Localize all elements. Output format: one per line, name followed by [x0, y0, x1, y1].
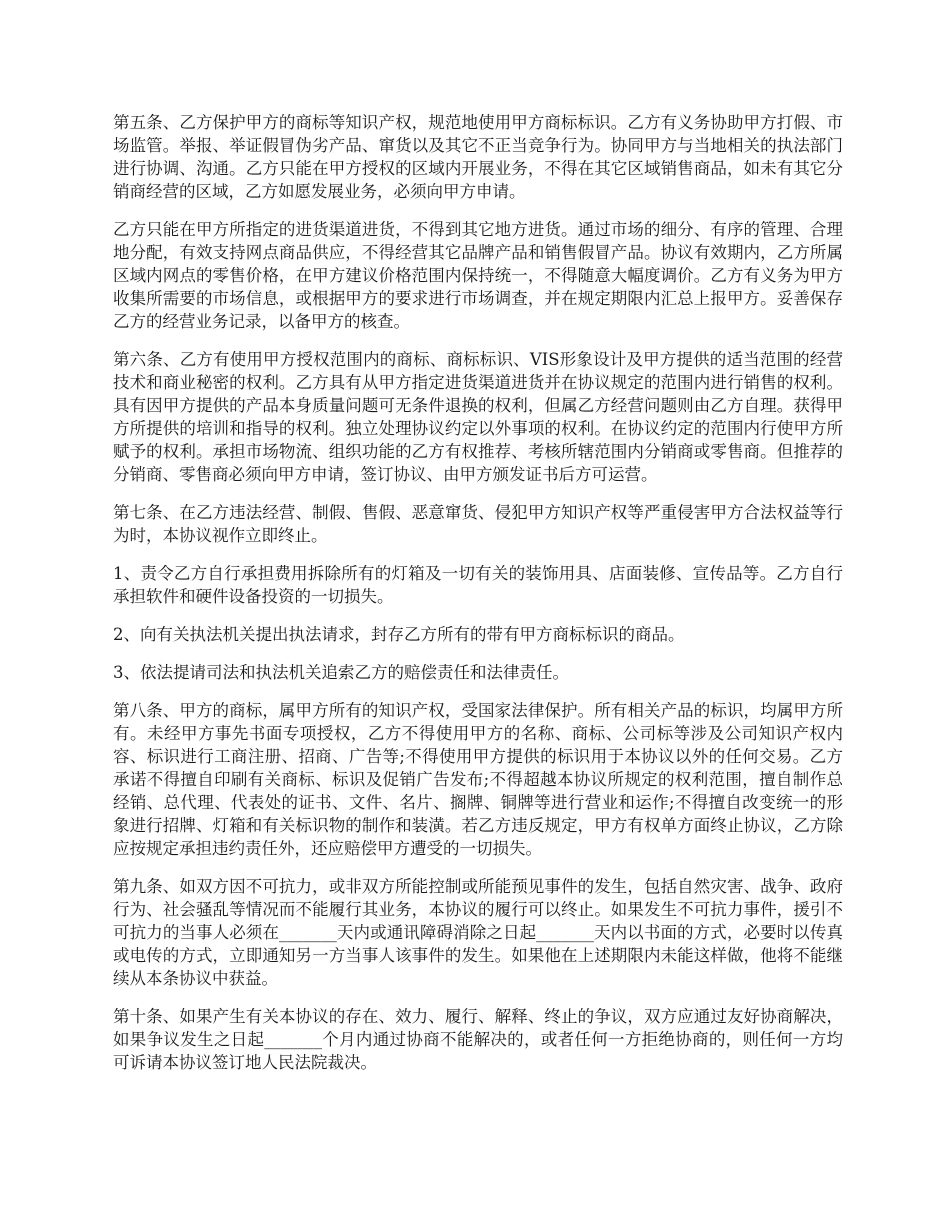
article-7-paragraph: 第七条、在乙方违法经营、制假、售假、恶意窜货、侵犯甲方知识产权等严重侵害甲方合法权益等行为时，本协议视作立即终止。 — [113, 503, 843, 545]
article-7-item-1: 1、责令乙方自行承担费用拆除所有的灯箱及一切有关的装饰用具、店面装修、宣传品等。乙方自行承担软件和硬件设备投资的一切损失。 — [113, 564, 843, 606]
article-5-paragraph: 第五条、乙方保护甲方的商标等知识产权，规范地使用甲方商标标识。乙方有义务协助甲方打假、市场监管。举报、举证假冒伪劣产品、窜货以及其它不正当竞争行为。协同甲方与当地相关的执法部门进行协调、沟通。乙方只能在甲方授权的区域内开展业务，不得在其它区域销售商品，如未有其它分销商经营的区域，乙方如愿发展业务，必须向甲方申请。 — [113, 113, 843, 201]
article-6-paragraph: 第六条、乙方有使用甲方授权范围内的商标、商标标识、VIS形象设计及甲方提供的适当范围的经营技术和商业秘密的权利。乙方具有从甲方指定进货渠道进货并在协议规定的范围内进行销售的权利。具有因甲方提供的产品本身质量问题可无条件退换的权利，但属乙方经营问题则由乙方自理。获得甲方所提供的培训和指导的权利。独立处理协议约定以外事项的权利。在协议约定的范围内行使甲方所赋予的权利。承担市场物流、组织功能的乙方有权推荐、考核所辖范围内分销商或零售商。但推荐的分销商、零售商必须向甲方申请，签订协议、由甲方颁发证书后方可运营。 — [113, 350, 843, 484]
article-5-continued-paragraph: 乙方只能在甲方所指定的进货渠道进货，不得到其它地方进货。通过市场的细分、有序的管理、合理地分配，有效支持网点商品供应，不得经营其它品牌产品和销售假冒产品。协议有效期内，乙方所属区域内网点的零售价格，在甲方建议价格范围内保持统一，不得随意大幅度调价。乙方有义务为甲方收集所需要的市场信息，或根据甲方的要求进行市场调查，并在规定期限内汇总上报甲方。妥善保存乙方的经营业务记录，以备甲方的核查。 — [113, 220, 843, 331]
article-8-paragraph: 第八条、甲方的商标，属甲方所有的知识产权，受国家法律保护。所有相关产品的标识，均属甲方所有。未经甲方事先书面专项授权，乙方不得使用甲方的名称、商标、公司标等涉及公司知识产权内容、标识进行工商注册、招商、广告等;不得使用甲方提供的标识用于本协议以外的任何交易。乙方承诺不得擅自印刷有关商标、标识及促销广告发布;不得超越本协议所规定的权利范围，擅自制作总经销、总代理、代表处的证书、文件、名片、搁牌、铜牌等进行营业和运作;不得擅自改变统一的形象进行招牌、灯箱和有关标识物的制作和装潢。若乙方违反规定，甲方有权单方面终止协议，乙方除应按规定承担违约责任外，还应赔偿甲方遭受的一切损失。 — [113, 701, 843, 858]
article-7-item-3: 3、依法提请司法和执法机关追索乙方的赔偿责任和法律责任。 — [113, 663, 569, 682]
article-9-paragraph: 第九条、如双方因不可抗力，或非双方所能控制或所能预见事件的发生，包括自然灾害、战争、政府行为、社会骚乱等情况而不能履行其业务，本协议的履行可以终止。如果发生不可抗力事件，援引不可抗力的当事人必须在_______天内或通讯障碍消除之日起_______天内以书面的方式，必要时以传真或电传的方式，立即通知另一方当事人该事件的发生。如果他在上述期限内未能这样做，他将不能继续从本条协议中获益。 — [113, 877, 843, 988]
article-10-paragraph: 第十条、如果产生有关本协议的存在、效力、履行、解释、终止的争议，双方应通过友好协商解决，如果争议发生之日起_______个月内通过协商不能解决的，或者任何一方拒绝协商的，则任何一方均可诉请本协议签订地人民法院裁决。 — [113, 1007, 843, 1072]
article-7-item-2: 2、向有关执法机关提出执法请求，封存乙方所有的带有甲方商标标识的商品。 — [113, 625, 685, 644]
document-body — [113, 111, 843, 1089]
